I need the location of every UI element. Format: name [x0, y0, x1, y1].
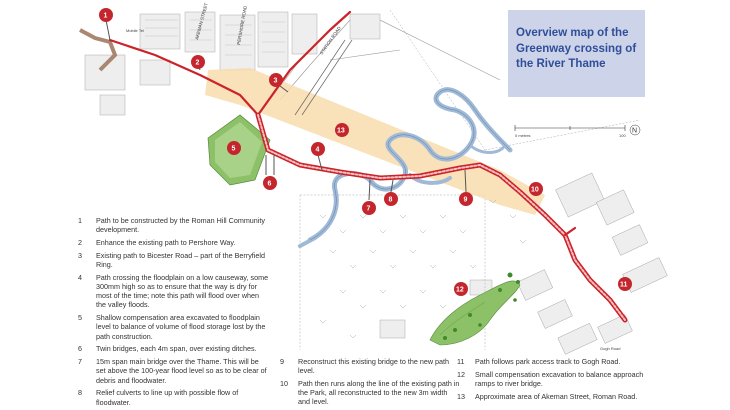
legend-column-3	[457, 357, 657, 405]
svg-text:4: 4	[315, 146, 320, 154]
legend-item-6: 6 Twin bridges, each 4m span, over existing ditches.	[78, 344, 257, 354]
map-marker-11[interactable]	[618, 277, 632, 291]
title-line-2: Greenway crossing of	[516, 42, 637, 55]
legend-item-4: 4 Path crossing the floodplain on a low causeway, some 300mm high so as to ensure that the way is dry for most of the time; note this path will flood over when the valley floods.	[78, 272, 269, 310]
scale-end-label: 100	[619, 133, 626, 138]
map-marker-13[interactable]	[335, 123, 349, 137]
svg-text:2: 2	[195, 59, 200, 67]
legend-item-10: 10 Path then runs along the line of the existing path in the Park, all reconstructed to the new 3m width and level.	[280, 379, 460, 407]
road-label-station: STATION ROAD	[318, 25, 342, 56]
svg-text:5: 5	[231, 145, 236, 153]
legend-item-3: 3 Existing path to Bicester Road – part of the Berryfield Ring.	[78, 250, 265, 269]
legend-item-1: 1 Path to be constructed by the Roman Hill Community development.	[78, 216, 265, 235]
legend-item-11: 11 Path follows park access track to Gogh Road.	[457, 357, 621, 366]
scale-start-label: 0 metres	[515, 133, 531, 138]
north-label: N	[632, 127, 638, 135]
north-arrow-icon	[630, 125, 640, 135]
map-marker-12[interactable]	[454, 282, 468, 296]
legend-item-2: 2 Enhance the existing path to Pershore Way.	[78, 238, 236, 247]
title-line-3: the River Thame	[516, 58, 606, 70]
svg-text:6: 6	[267, 180, 272, 188]
svg-text:8: 8	[388, 196, 393, 204]
title-line-1: Overview map of the	[516, 27, 629, 39]
svg-text:12: 12	[456, 286, 464, 294]
map-marker-10[interactable]	[529, 182, 543, 196]
svg-text:13: 13	[337, 127, 345, 135]
legend-item-5: 5 Shallow compensation area excavated to floodplain level to balance of volume of flood storage lost by the path construction.	[78, 313, 266, 341]
legend-item-13: 13 Approximate area of Akeman Street, Roman Road.	[457, 391, 638, 401]
svg-text:11: 11	[620, 281, 628, 289]
map-marker-5[interactable]	[227, 141, 241, 155]
svg-text:7: 7	[366, 205, 371, 213]
svg-text:1: 1	[103, 12, 108, 20]
map-title-box	[508, 10, 645, 97]
scale-bar	[515, 125, 626, 138]
road-label-mobile-tel: Mobile Tel	[126, 28, 144, 33]
legend-item-12: 12 Small compensation excavation to balance approach ramps to river bridge.	[457, 369, 644, 388]
svg-text:9: 9	[463, 196, 468, 204]
svg-text:3: 3	[273, 77, 278, 85]
legend-item-8: 8 Relief culverts to line up with possible flow of floodwater.	[78, 388, 239, 407]
legend-column-2	[280, 357, 460, 410]
legend-column-1	[78, 216, 270, 410]
road-label-pershore: PERSHORE ROAD	[236, 5, 248, 46]
road-label-akeman: AKEMAN STREET	[194, 2, 209, 41]
road-label-gogh: Gogh Road	[600, 346, 621, 351]
legend-item-9: 9 Reconstruct this existing bridge to the new path level.	[280, 357, 450, 376]
legend-item-7: 7 15m span main bridge over the Thame. This will be set above the 100-year flood level so as to be clear of debris and floodwater.	[78, 357, 267, 385]
svg-text:10: 10	[531, 186, 539, 194]
